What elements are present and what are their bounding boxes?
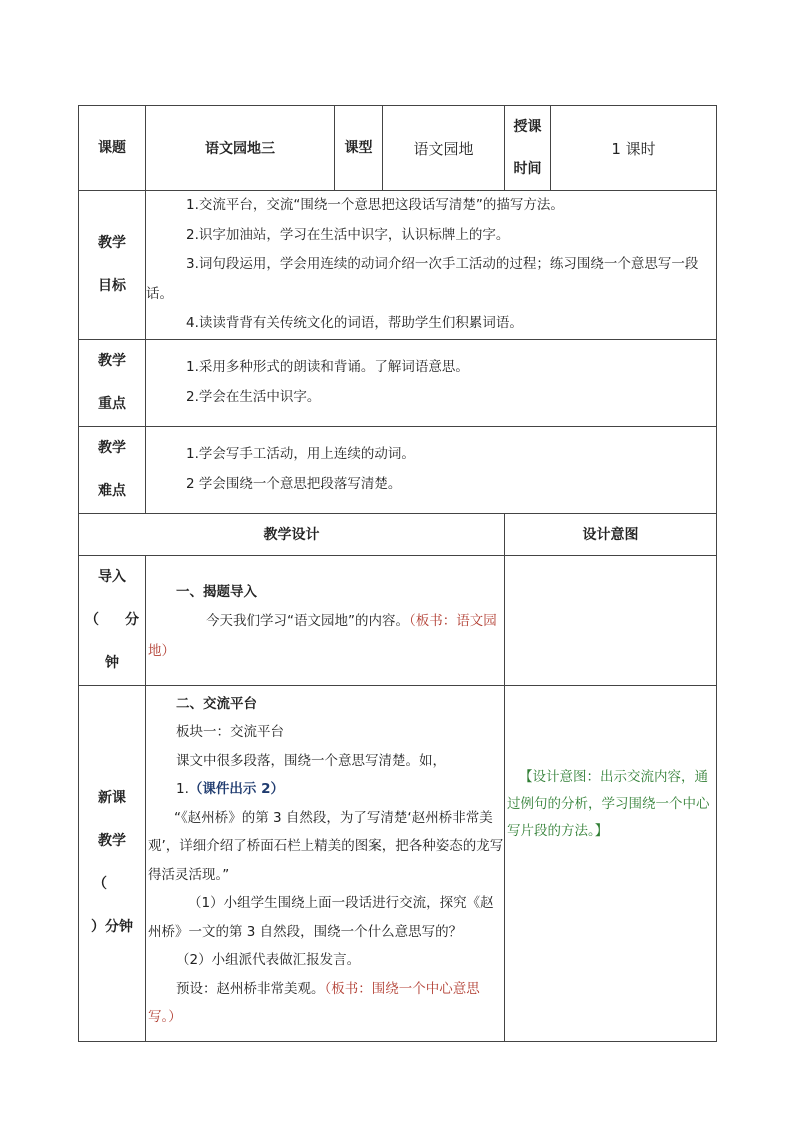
new-lesson-content xyxy=(146,685,505,1041)
intro-label-3: 钟 xyxy=(105,654,119,671)
preset-text: 预设：赵州桥非常美观。 xyxy=(176,980,325,997)
design-intent-text: 【设计意图：出示交流内容，通过例句的分析，学习围绕一个中心写片段的方法。】 xyxy=(507,768,710,839)
design-header-right: 设计意图 xyxy=(505,513,717,555)
new-lesson-label-3: （ xyxy=(93,876,107,892)
new-lesson-design-cell xyxy=(505,685,717,1041)
objective-item: 2.识字加油站，学习在生活中识字，认识标牌上的字。 xyxy=(186,226,510,243)
intro-label-2a: （ xyxy=(85,611,99,628)
objectives-label xyxy=(79,191,146,340)
key-points-label xyxy=(79,339,146,426)
intro-text-body: 今天我们学习“语文园地”的内容。 xyxy=(206,613,409,629)
design-header-left: 教学设计 xyxy=(79,513,505,555)
new-lesson-item xyxy=(146,775,504,804)
time-value: 1 课时 xyxy=(551,106,717,191)
difficulty-item: 1.学会写手工活动，用上连续的动词。 xyxy=(186,446,415,462)
lesson-plan-table xyxy=(78,105,717,1042)
new-lesson-block: 板块一：交流平台 xyxy=(176,724,284,740)
key-points-label-1: 教学 xyxy=(98,352,126,369)
intro-row xyxy=(79,555,717,685)
step1-paragraph: （1）小组学生围绕上面一段话进行交流，探究《赵州桥》一文的第 3 自然段，围绕一个什么意思写的？ xyxy=(148,895,494,940)
objectives-label-1: 教学 xyxy=(98,234,126,251)
difficulty-item: 2 学会围绕一个意思把段落写清楚。 xyxy=(186,475,402,492)
difficulties-row xyxy=(79,426,717,513)
difficulties-label-2: 难点 xyxy=(98,482,126,499)
topic-label: 课题 xyxy=(79,106,146,191)
header-row xyxy=(79,106,717,191)
difficulties-label xyxy=(79,426,146,513)
key-points-label-2: 重点 xyxy=(98,395,126,412)
intro-label-2b: 分 xyxy=(125,611,139,628)
key-points-row xyxy=(79,339,717,426)
objectives-row xyxy=(79,191,717,340)
objective-item: 1.交流平台，交流“围绕一个意思把这段话写清楚”的描写方法。 xyxy=(186,197,564,213)
difficulties-label-1: 教学 xyxy=(98,439,126,456)
objectives-label-2: 目标 xyxy=(98,277,126,294)
intro-label-1: 导入 xyxy=(98,568,126,585)
intro-heading: 一、揭题导入 xyxy=(176,583,257,600)
intro-content xyxy=(146,555,505,685)
new-lesson-label-4: ）分钟 xyxy=(91,919,133,935)
objective-item: 3.词句段运用，学会用连续的动词介绍一次手工活动的过程；练习围绕一个意思写一段话。 xyxy=(146,256,699,302)
time-label-line2: 时间 xyxy=(513,161,542,177)
new-lesson-heading: 二、交流平台 xyxy=(176,695,257,712)
design-header-row xyxy=(79,513,717,555)
new-lesson-row xyxy=(79,685,717,1041)
objective-item: 4.读读背背有关传统文化的词语，帮助学生们积累词语。 xyxy=(186,315,523,331)
intro-label xyxy=(79,555,146,685)
type-label: 课型 xyxy=(335,106,383,191)
time-label-line1: 授课 xyxy=(513,119,542,135)
intro-note: （板书：语文园地） xyxy=(148,613,497,659)
intro-design-cell xyxy=(505,555,717,685)
topic-value: 语文园地三 xyxy=(146,106,335,191)
new-lesson-label-2: 教学 xyxy=(98,833,126,849)
new-lesson-label xyxy=(79,685,146,1041)
type-value: 语文园地 xyxy=(383,106,505,191)
objectives-content xyxy=(146,191,717,340)
step2-paragraph: （2）小组派代表做汇报发言。 xyxy=(176,952,361,968)
key-point-item: 2.学会在生活中识字。 xyxy=(186,388,321,405)
difficulties-content xyxy=(146,426,717,513)
preset-note: （板书：围绕一个中心意思写。） xyxy=(148,980,480,1025)
key-point-item: 1.采用多种形式的朗读和背诵。了解词语意思。 xyxy=(186,359,469,375)
new-lesson-line1: 课文中很多段落，围绕一个意思写清楚。如， xyxy=(176,752,446,769)
intro-text xyxy=(146,607,504,666)
time-label xyxy=(505,106,551,191)
key-points-content xyxy=(146,339,717,426)
item-number: 1. xyxy=(176,781,189,797)
new-lesson-label-1: 新课 xyxy=(98,790,126,806)
courseware-note: （课件出示 2） xyxy=(188,781,284,797)
intro-label-2 xyxy=(79,599,145,642)
preset-paragraph xyxy=(146,975,504,1032)
quote-paragraph: “《赵州桥》的第 3 自然段，为了写清楚‘赵州桥非常美观’，详细介绍了桥面石栏上精美的图案，把各种姿态的龙写得活灵活现。” xyxy=(148,809,504,883)
